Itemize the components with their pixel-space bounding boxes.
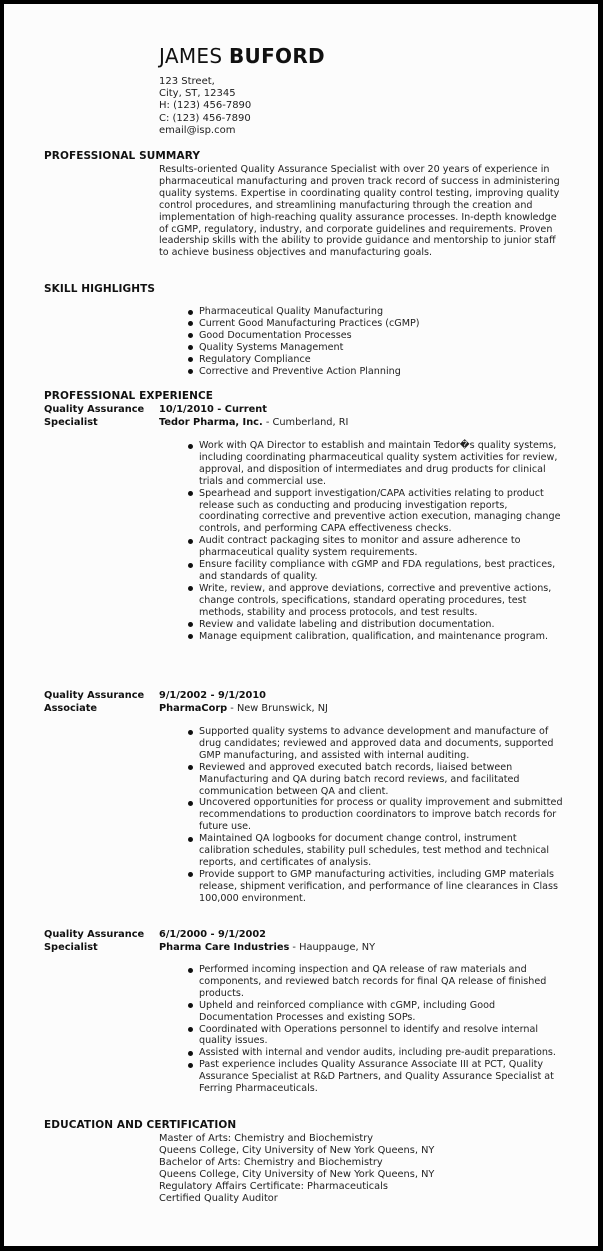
job-bullet: Provide support to GMP manufacturing activities, including GMP materials release, shipment verification, and performance of line clearances in Class 100,000 environment. — [188, 869, 566, 905]
job-bullet: Audit contract packaging sites to monitor and assure adherence to pharmaceutical quality system requirements. — [188, 535, 566, 559]
job-bullet: Past experience includes Quality Assurance Associate III at PCT, Quality Assurance Specialist at R&D Partners, and Quality Assurance Specialist at Ferring Pharmaceuticals. — [188, 1059, 566, 1095]
contact-email: email@isp.com — [159, 124, 236, 136]
job-bullet: Performed incoming inspection and QA release of raw materials and components, and reviewed batch records for final QA release of finished products. — [188, 964, 566, 1000]
skills-heading: SKILL HIGHLIGHTS — [44, 283, 156, 295]
education-line: Regulatory Affairs Certificate: Pharmaceuticals — [159, 1180, 388, 1192]
last-name: BUFORD — [229, 44, 325, 68]
contact-street: 123 Street, — [159, 76, 215, 87]
contact-info — [159, 76, 251, 137]
contact-home-phone: H: (123) 456-7890 — [159, 100, 252, 112]
skill-item: Good Documentation Processes — [188, 330, 568, 342]
job-bullet: Work with QA Director to establish and maintain Tedor�s quality systems, including coordinating pharmaceutical quality system activities for review, approval, and disposition of intermediates and drug products for clinical trials and commercial use. — [188, 440, 566, 488]
summary-heading: PROFESSIONAL SUMMARY — [44, 150, 201, 162]
job-bullet: Review and validate labeling and distribution documentation. — [188, 619, 566, 631]
skill-item: Pharmaceutical Quality Manufacturing — [188, 306, 568, 318]
contact-city: City, ST, 12345 — [159, 88, 236, 100]
education-line: Bachelor of Arts: Chemistry and Biochemistry — [159, 1156, 383, 1168]
job-bullet: Maintained QA logbooks for document change control, instrument calibration schedules, stability pull schedules, test method and technical reports, and certificates of analysis. — [188, 833, 566, 869]
job-header — [159, 929, 375, 954]
job-bullets — [188, 440, 566, 642]
job-company: Pharma Care Industries — [159, 941, 290, 953]
education-line: Queens College, City University of New York Queens, NY — [159, 1168, 435, 1180]
job-dates: 9/1/2002 - 9/1/2010 — [159, 690, 267, 701]
skill-item: Corrective and Preventive Action Planning — [188, 366, 568, 378]
job-bullet: Reviewed and approved executed batch records, liaised between Manufacturing and QA during batch record reviews, and facilitated communication between QA and client. — [188, 762, 566, 798]
experience-heading: PROFESSIONAL EXPERIENCE — [44, 390, 214, 402]
job-title: Quality Assurance Associate — [44, 690, 145, 714]
job-bullet: Assisted with internal and vendor audits, including pre-audit preparations. — [188, 1047, 566, 1059]
job-bullet: Manage equipment calibration, qualification, and maintenance program. — [188, 631, 566, 643]
job-bullets — [188, 964, 566, 1095]
skill-item: Current Good Manufacturing Practices (cGMP) — [188, 318, 568, 330]
job-company: Tedor Pharma, Inc. — [159, 416, 263, 428]
job-bullet: Supported quality systems to advance development and manufacture of drug candidates; reviewed and approved data and documents, supported GMP manufacturing, and assisted with internal auditing. — [188, 726, 566, 762]
job-dates: 6/1/2000 - 9/1/2002 — [159, 929, 267, 940]
job-title: Quality Assurance Specialist — [44, 929, 145, 953]
candidate-name — [159, 44, 325, 68]
summary-text: Results-oriented Quality Assurance Specialist with over 20 years of experience in pharmaceutical manufacturing and proven track record of success in administering quality systems. Expertise in coordinating quality control testing, improving quality control procedures, and streamlining manufacturing through the creation and implementation of high-reaching quality assurance processes. In-depth knowledge of cGMP, regulatory, industry, and corporate guidelines and requirements. Proven leadership skills with the ability to provide guidance and mentorship to junior staff to achieve business objectives and manufacturing goals. — [159, 164, 560, 259]
job-location: - Cumberland, RI — [262, 416, 349, 428]
job-location: - New Brunswick, NJ — [227, 702, 328, 714]
skills-list — [188, 306, 568, 377]
job-header — [159, 690, 328, 715]
education-line: Certified Quality Auditor — [159, 1192, 278, 1204]
job-bullet: Uncovered opportunities for process or quality improvement and submitted recommendations to production coordinators to improve batch records for future use. — [188, 797, 566, 833]
job-location: - Hauppauge, NY — [289, 941, 376, 953]
job-header — [159, 404, 348, 429]
job-bullet: Write, review, and approve deviations, corrective and preventive actions, change controls, specifications, standard operating procedures, test methods, stability and process protocols, and test results. — [188, 583, 566, 619]
job-company: PharmaCorp — [159, 702, 228, 714]
job-bullets — [188, 726, 566, 905]
first-name: JAMES — [159, 44, 223, 68]
education-heading: EDUCATION AND CERTIFICATION — [44, 1119, 237, 1131]
job-bullet: Coordinated with Operations personnel to identify and resolve internal quality issues. — [188, 1024, 566, 1048]
skill-item: Quality Systems Management — [188, 342, 568, 354]
job-bullet: Upheld and reinforced compliance with cGMP, including Good Documentation Processes and existing SOPs. — [188, 1000, 566, 1024]
education-list — [159, 1133, 434, 1204]
skill-item: Regulatory Compliance — [188, 354, 568, 366]
job-title: Quality Assurance Specialist — [44, 404, 145, 428]
job-bullet: Ensure facility compliance with cGMP and FDA regulations, best practices, and standards of quality. — [188, 559, 566, 583]
contact-cell-phone: C: (123) 456-7890 — [159, 112, 251, 124]
education-line: Master of Arts: Chemistry and Biochemistry — [159, 1133, 374, 1144]
resume-page — [4, 4, 598, 1246]
education-line: Queens College, City University of New York Queens, NY — [159, 1144, 435, 1156]
job-bullet: Spearhead and support investigation/CAPA activities relating to product release such as conducting and producing investigation reports, coordinating corrective and preventive action execution, managing change controls, and performing CAPA effectiveness checks. — [188, 488, 566, 536]
job-dates: 10/1/2010 - Current — [159, 404, 267, 415]
